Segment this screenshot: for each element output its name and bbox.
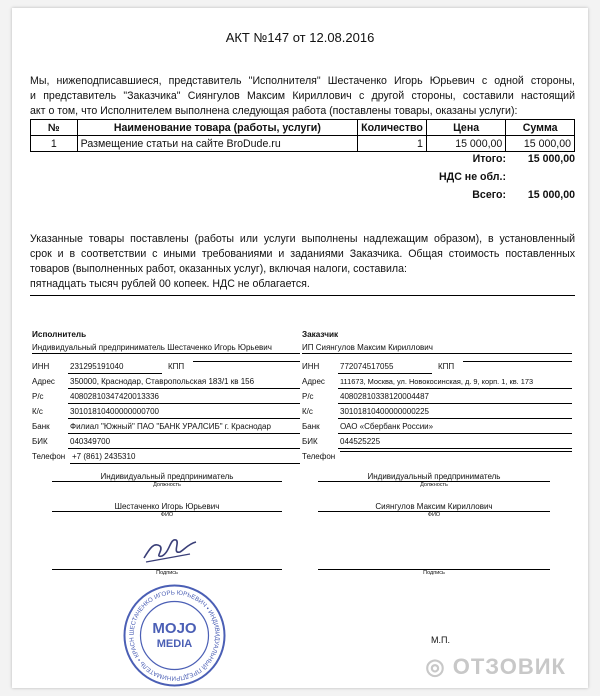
customer-rs-row <box>302 391 572 403</box>
executor-rs-label: Р/с <box>32 392 44 401</box>
signature-scribble-icon <box>140 528 200 568</box>
customer-kpp <box>463 361 572 362</box>
watermark <box>425 654 566 680</box>
executor-address-label: Адрес <box>32 377 55 386</box>
customer-inn: 772074517055 <box>338 361 432 374</box>
divider <box>30 295 575 296</box>
grand-total-label: Всего: <box>472 189 506 201</box>
executor-ks-label: К/с <box>32 407 43 416</box>
executor-phone-label: Телефон <box>32 452 66 461</box>
customer-address-label: Адрес <box>302 377 325 386</box>
statement-paragraph <box>30 232 575 292</box>
total-value: 15 000,00 <box>527 153 575 165</box>
statement-line: Указанные товары поставлены (работы или услуги выполнены надлежащим образом), в установленный <box>30 233 575 245</box>
statement-line: срок и в соответствии с иными требованиями и заданиями Заказчика. Общая стоимость поставленных <box>30 248 575 260</box>
customer-bank-label: Банк <box>302 422 320 431</box>
customer-requisites <box>302 330 572 461</box>
stamp-brand-bottom: MEDIA <box>156 638 193 650</box>
executor-bank-row <box>32 421 300 433</box>
col-sum-header: Сумма <box>506 120 575 136</box>
executor-position: Индивидуальный предприниматель <box>52 472 282 482</box>
mp-label: М.П. <box>431 635 450 645</box>
table-header-row <box>31 120 575 136</box>
executor-inn: 231295191040 <box>68 361 162 374</box>
customer-bik-label: БИК <box>302 437 318 446</box>
stamp-icon <box>122 583 227 688</box>
executor-bik: 040349700 <box>68 436 300 449</box>
stamp-ring-text: ШЕСТАЧЕНКО ИГОРЬ ЮРЬЕВИЧ • ИНДИВИДУАЛЬНЫЙ ПРЕДПРИНИМАТЕЛЬ • КРАСН <box>128 589 221 682</box>
customer-signature-line <box>318 518 550 570</box>
row-price: 15 000,00 <box>426 136 505 152</box>
statement-line: товаров (выполненных работ, оказанных услуг), включая налоги, составила: <box>30 263 407 275</box>
executor-kpp <box>193 361 300 362</box>
customer-address: 111673, Москва, ул. Новокосинская, д. 9, корп. 1, кв. 173 <box>338 376 572 389</box>
customer-inn-row <box>302 361 432 373</box>
act-title: АКТ №147 от 12.08.2016 <box>225 30 375 45</box>
executor-rs: 40802810347420013336 <box>68 391 300 404</box>
customer-inn-label: ИНН <box>302 362 320 371</box>
customer-position: Индивидуальный предприниматель <box>318 472 550 482</box>
col-num-header: № <box>31 120 78 136</box>
executor-bank-label: Банк <box>32 422 50 431</box>
company-stamp <box>122 583 227 688</box>
customer-kpp-label: КПП <box>438 362 455 371</box>
intro-line: Мы, нижеподписавшиеся, представитель "Исполнителя" Шестаченко Игорь Юрьевич с одной стороны, <box>30 75 575 87</box>
customer-phone <box>340 451 572 452</box>
executor-phone-row <box>32 451 300 463</box>
intro-line: и представитель "Заказчика" Сиянгулов Максим Кириллович с другой стороны, составили настоящий <box>30 90 575 102</box>
customer-name: ИП Сиянгулов Максим Кириллович <box>302 342 572 354</box>
executor-bik-row <box>32 436 300 448</box>
executor-ks: 30101810400000000700 <box>68 406 300 419</box>
statement-line: пятнадцать тысяч рублей 00 копеек. НДС не облагается. <box>30 278 310 290</box>
executor-signature-line <box>52 518 282 570</box>
items-table <box>30 119 575 152</box>
executor-address: 350000, Краснодар, Ставропольская 183/1 кв 156 <box>68 376 300 389</box>
executor-requisites <box>32 330 300 461</box>
row-num: 1 <box>31 136 78 152</box>
customer-kpp-row <box>438 361 572 373</box>
executor-name: Индивидуальный предприниматель Шестаченко Игорь Юрьевич <box>32 342 300 354</box>
executor-signature-block <box>52 472 282 576</box>
row-qty: 1 <box>358 136 427 152</box>
col-price-header: Цена <box>426 120 505 136</box>
executor-bik-label: БИК <box>32 437 48 446</box>
customer-fio: Сиянгулов Максим Кириллович <box>318 502 550 512</box>
executor-rs-row <box>32 391 300 403</box>
executor-ks-row <box>32 406 300 418</box>
document-page <box>12 8 588 688</box>
row-sum: 15 000,00 <box>506 136 575 152</box>
customer-bank: ОАО «Сбербанк России» <box>338 421 572 434</box>
customer-signature-block <box>318 472 550 576</box>
col-qty-header: Количество <box>358 120 427 136</box>
executor-inn-row <box>32 361 162 373</box>
position-caption: Должность <box>153 482 181 488</box>
customer-phone-label: Телефон <box>302 452 336 461</box>
watermark-logo-icon: ◎ <box>425 654 446 679</box>
customer-rs: 40802810338120004487 <box>338 391 572 404</box>
executor-address-row <box>32 376 300 388</box>
customer-ks: 30101810400000000225 <box>338 406 572 419</box>
customer-bank-row <box>302 421 572 433</box>
customer-rs-label: Р/с <box>302 392 314 401</box>
position-caption: Должность <box>420 482 448 488</box>
executor-phone: +7 (861) 2435310 <box>70 451 300 464</box>
total-label: Итого: <box>472 153 506 165</box>
customer-ks-row <box>302 406 572 418</box>
executor-bank: Филиал "Южный" ПАО "БАНК УРАЛСИБ" г. Краснодар <box>68 421 300 434</box>
customer-bik-row <box>302 436 572 448</box>
grand-total-value: 15 000,00 <box>527 189 575 201</box>
fio-caption: ФИО <box>160 512 174 518</box>
signature-caption: Подпись <box>156 570 178 576</box>
intro-line: акт о том, что Исполнителем выполнена следующая работа (поставлены товары, оказаны услуги): <box>30 105 518 117</box>
signature-caption: Подпись <box>423 570 445 576</box>
customer-bik: 044525225 <box>338 436 572 449</box>
vat-label: НДС не обл.: <box>439 171 506 183</box>
executor-kpp-label: КПП <box>168 362 185 371</box>
fio-caption: ФИО <box>427 512 441 518</box>
customer-ks-label: К/с <box>302 407 313 416</box>
row-name: Размещение статьи на сайте BroDude.ru <box>77 136 357 152</box>
customer-heading: Заказчик <box>302 330 339 339</box>
executor-fio: Шестаченко Игорь Юрьевич <box>52 502 282 512</box>
customer-address-row <box>302 376 572 388</box>
watermark-text: ОТЗОВИК <box>452 654 566 679</box>
executor-heading: Исполнитель <box>32 330 87 339</box>
executor-inn-label: ИНН <box>32 362 50 371</box>
customer-phone-row <box>302 451 572 463</box>
col-name-header: Наименование товара (работы, услуги) <box>77 120 357 136</box>
stamp-brand-top: MOJO <box>152 620 197 637</box>
intro-paragraph <box>30 74 575 119</box>
table-row <box>31 136 575 152</box>
executor-kpp-row <box>168 361 300 373</box>
